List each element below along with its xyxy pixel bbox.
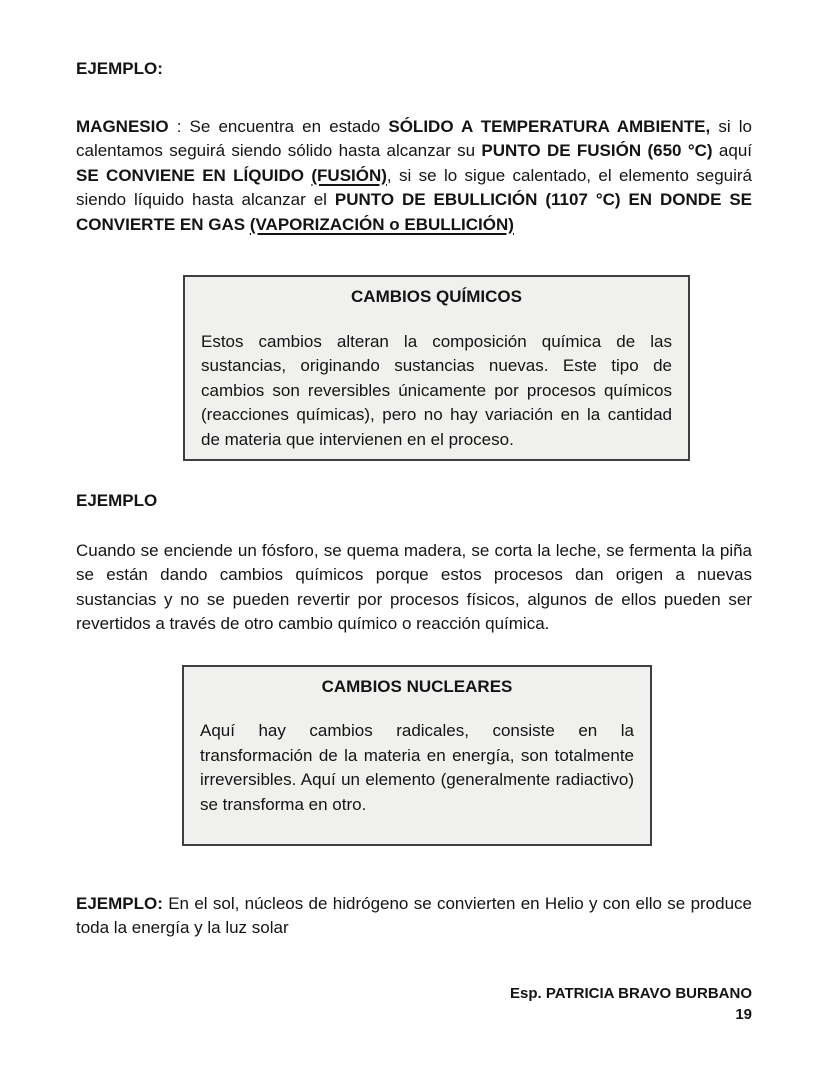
cambios-nucleares-box [182,665,652,846]
heading-ejemplo-2: EJEMPLO [76,491,158,510]
cambios-quimicos-body: Estos cambios alteran la composición química de las sustancias, originando sustancias nuevas. Este tipo de cambios son reversibles únicamente por procesos químicos (reacciones químicas), pero no hay variación en la cantidad de materia que intervienen en el proceso. [201,331,672,449]
author-credit: Esp. PATRICIA BRAVO BURBANO [510,984,752,1002]
paragraph-magnesio: MAGNESIO : Se encuentra en estado SÓLIDO A TEMPERATURA AMBIENTE, si lo calentamos seguirá siendo sólido hasta alcanzar su PUNTO DE FUSIÓN (650 °C) aquí SE CONVIENE EN LÍQUIDO (FUSIÓN), si se lo sigue calentado, el elemento seguirá siendo líquido hasta alcanzar el PUNTO DE EBULLICIÓN (1107 °C) EN DONDE SE CONVIERTE EN GAS (VAPORIZACIÓN o EBULLICIÓN) [76,116,753,234]
cambios-nucleares-body: Aquí hay cambios radicales, consiste en la transformación de la materia en energía, son totalmente irreversibles. Aquí un elemento (generalmente radiactivo) se transforma en otro. [200,721,634,814]
page-number: 19 [735,1005,752,1023]
paragraph-fosforo: Cuando se enciende un fósforo, se quema madera, se corta la leche, se fermenta la piña se están dando cambios químicos porque estos procesos dan origen a nuevas sustancias y no se pueden revertir por procesos físicos, algunos de ellos pueden ser revertidos a través de otro cambio químico o reacción química. [76,540,752,633]
heading-ejemplo-1: EJEMPLO: [76,59,163,78]
page-footer [76,983,752,1025]
paragraph-sol: EJEMPLO: En el sol, núcleos de hidrógeno se convierten en Helio y con ello se produce toda la energía y la luz solar [76,893,752,937]
cambios-quimicos-title: CAMBIOS QUÍMICOS [351,287,522,306]
cambios-nucleares-title: CAMBIOS NUCLEARES [321,676,513,696]
cambios-quimicos-box [183,275,690,461]
